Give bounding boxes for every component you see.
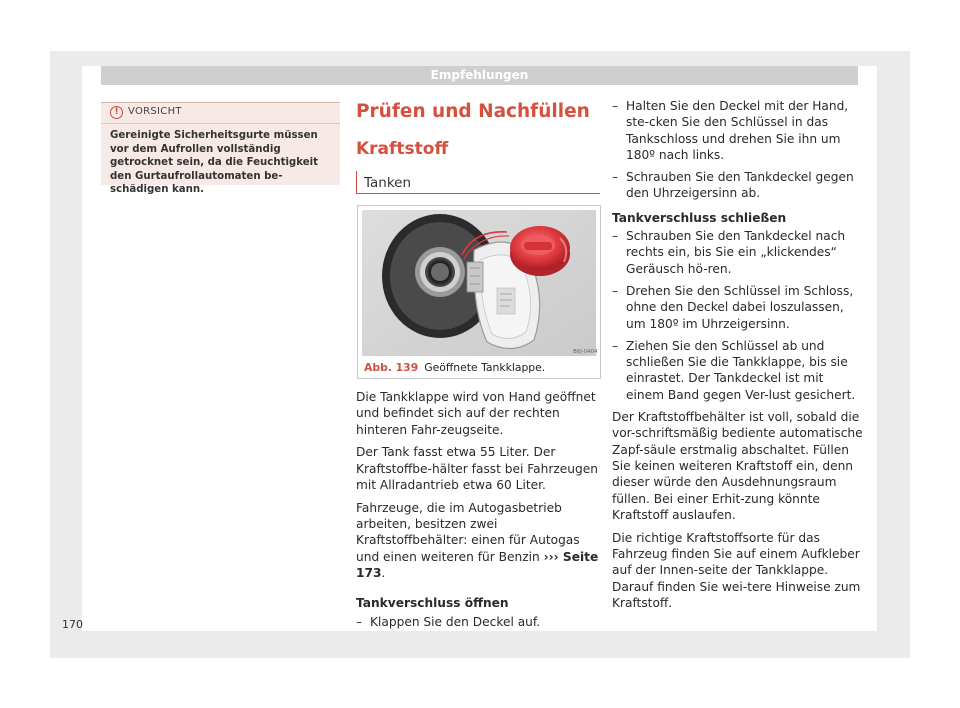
- figure-code: B6J-0404: [573, 349, 598, 355]
- figure-number: Abb. 139: [364, 361, 419, 374]
- caution-text: Gereinigte Sicherheitsgurte müssen vor dem Aufrollen vollständig getrocknet sein, da die Feuchtigkeit den Gurtaufrollautomaten be-schädigen kann.: [110, 130, 319, 195]
- paragraph: Die Tankklappe wird von Hand geöffnet und befindet sich auf der rechten hinteren Fahr-zeugseite.: [356, 390, 596, 437]
- figure-caption-text: Geöffnete Tankklappe.: [424, 361, 546, 374]
- list-item-text: Klappen Sie den Deckel auf.: [370, 614, 541, 629]
- subheading-open: Tankverschluss öffnen: [356, 596, 509, 611]
- paragraph: Der Tank fasst etwa 55 Liter. Der Kraftstoffbe-hälter fasst bei Fahrzeugen mit Allradantrieb etwa 60 Liter.: [356, 445, 598, 492]
- dash-marker: –: [356, 614, 363, 629]
- dash-marker: –: [612, 283, 619, 298]
- exclamation-circle-icon: !: [110, 106, 123, 119]
- page-number: 170: [62, 618, 83, 631]
- list-item-text: Drehen Sie den Schlüssel im Schloss, ohne den Deckel dabei loszulassen, um 180º im Uhrzeigersinn.: [626, 283, 854, 331]
- page-reference-link[interactable]: ››› Seite 173: [356, 549, 599, 580]
- caution-label: VORSICHT: [128, 106, 182, 117]
- caution-box: [101, 102, 340, 195]
- list-item: [356, 614, 601, 630]
- topic-heading: Tanken: [364, 175, 412, 191]
- figure-caption: [364, 361, 545, 374]
- section-heading: Prüfen und Nachfüllen: [356, 101, 590, 122]
- dash-marker: –: [612, 338, 619, 353]
- section-header: Empfehlungen: [101, 66, 858, 85]
- list-item-text: Schrauben Sie den Tankdeckel gegen den Uhrzeigersinn ab.: [626, 170, 854, 201]
- list-item: [612, 283, 864, 332]
- dash-marker: –: [612, 170, 619, 185]
- figure-fuel-flap: [357, 205, 601, 379]
- right-column: [612, 98, 864, 618]
- dash-marker: –: [612, 99, 619, 113]
- middle-column: [356, 389, 601, 636]
- list-item: [612, 98, 864, 163]
- list-item-text: Ziehen Sie den Schlüssel ab und schließen Sie die Tankklappe, bis sie einrastet. Der Tankdeckel ist mit einem Band gegen Ver-lust gesichert.: [626, 338, 856, 402]
- paragraph: [356, 500, 601, 581]
- list-item: [612, 338, 864, 403]
- heading-rule: [356, 193, 600, 194]
- paragraph-end: .: [381, 565, 386, 580]
- heading-accent-line: [356, 171, 357, 193]
- subsection-heading: Kraftstoff: [356, 139, 449, 159]
- paragraph: Der Kraftstoffbehälter ist voll, sobald die vor-schriftsmäßig bediente automatische Zapf-säule erstmalig abschaltet. Füllen Sie keinen weiteren Kraftstoff ein, denn dieser würde den Ausdehnungsraum füllen. Bei einer Erhit-zung könnte Kraftstoff auslaufen.: [612, 410, 863, 522]
- fuel-flap-illustration: [362, 210, 596, 356]
- subheading-close: Tankverschluss schließen: [612, 210, 787, 225]
- list-item-text: Halten Sie den Deckel mit der Hand, ste-cken Sie den Schlüssel in das Tankschloss und drehen Sie ihn um 180º nach links.: [626, 99, 849, 162]
- dash-marker: –: [612, 229, 619, 244]
- caution-header: [101, 103, 340, 124]
- list-item-text: Schrauben Sie den Tankdeckel nach rechts ein, bis Sie ein „klickendes“ Geräusch hö-ren.: [626, 229, 846, 276]
- paragraph: Die richtige Kraftstoffsorte für das Fahrzeug finden Sie auf einem Aufkleber auf der Innen-seite der Tankklappe. Darauf finden Sie wei-tere Hinweise zum Kraftstoff.: [612, 530, 861, 610]
- list-item: [612, 169, 864, 202]
- paragraph-text: Fahrzeuge, die im Autogasbetrieb arbeiten, besitzen zwei Kraftstoffbehälter: einen für Autogas und einen weiteren für Benzin: [356, 500, 580, 564]
- list-item: [612, 228, 864, 277]
